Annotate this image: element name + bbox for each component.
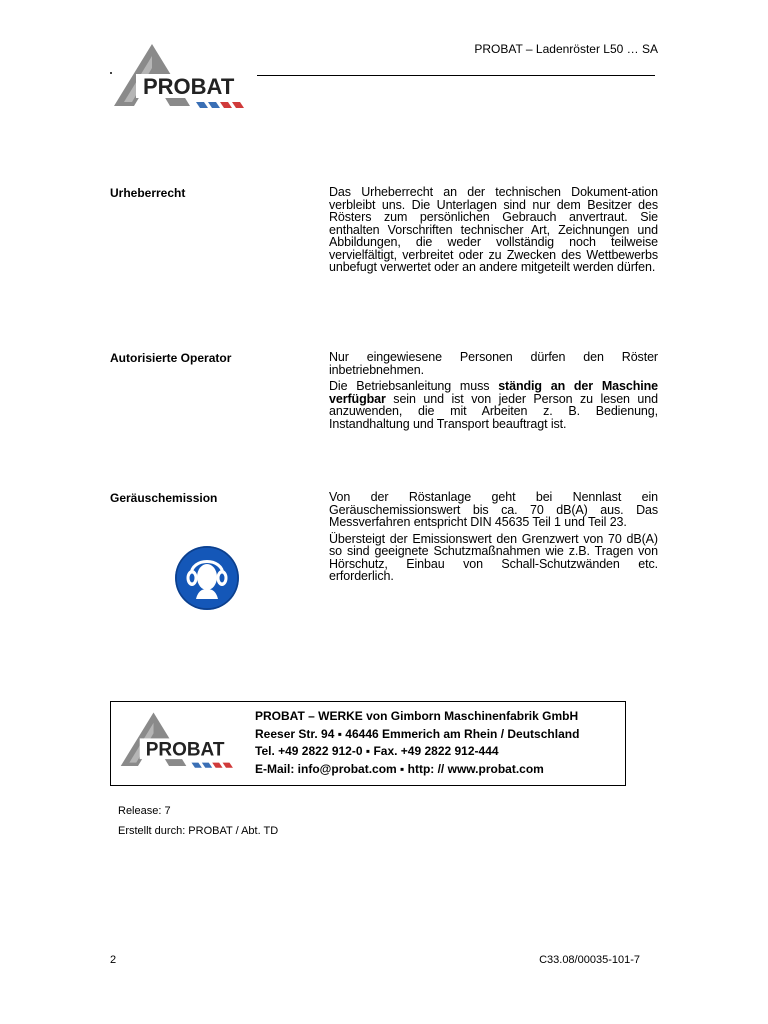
company-info-box (110, 701, 626, 786)
header-dot (110, 72, 112, 74)
section-body (329, 491, 658, 587)
company-phone: Tel. +49 2822 912-0 ▪ Fax. +49 2822 912-444 (255, 744, 499, 758)
section-body (329, 186, 658, 278)
header-rule (257, 75, 655, 76)
section-label: Urheberrecht (110, 186, 186, 200)
header-title: PROBAT – Ladenröster L50 … SA (474, 42, 658, 56)
paragraph: Übersteigt der Emissionswert den Grenzwert von 70 dB(A) so sind geeignete Schutzmaßnahmen wie z.B. Tragen von Hörschutz, Einbau von Schall-Schutzwänden etc. erforderlich. (329, 531, 658, 583)
company-street: Reeser Str. 94 ▪ 46446 Emmerich am Rhein / Deutschland (255, 726, 580, 741)
text-run: Die Betriebsanleitung muss (329, 379, 499, 393)
page-number: 2 (110, 954, 117, 966)
document-code: C33.08/00035-101-7 (539, 954, 640, 966)
bold-text: ständig an der Maschine verfügbar (329, 379, 658, 406)
paragraph: Nur eingewiesene Personen dürfen den Röster inbetriebnehmen. (329, 350, 658, 377)
company-address (255, 708, 579, 778)
release-info: Release: 7 (118, 805, 171, 817)
paragraph: Das Urheberrecht an der technischen Dokument-ation verbleibt uns. Die Unterlagen sind nur dem Besitzer des Rösters zum persönlichen Gebrauch anvertraut. Sie enthalten Vorschriften technischer Art, Zeichnungen und Abbildungen, die weder vollständig noch teilweise vervielfältigt, verbreitet oder zu Zwecken des Wettbewerbs unbefugt verwertet oder an andere mitgeteilt werden dürfen. (329, 185, 658, 274)
text-run: sein und ist von jeder Person zu lesen und anzuwenden, die mit Arbeiten z. B. Bedienung, Instandhaltung und Transport beauftragt ist. (329, 391, 658, 431)
paragraph: Von der Röstanlage geht bei Nennlast ein Geräuschemissionswert bis ca. 70 dB(A) aus. Das Messverfahren entspricht DIN 45635 Teil 1 und Teil 23. (329, 490, 658, 529)
probat-logo-text: PROBAT (143, 74, 235, 99)
section-label: Geräuschemission (110, 491, 218, 505)
probat-logo (119, 709, 245, 773)
ear-protection-icon (174, 545, 240, 611)
section-label: Autorisierte Operator (110, 351, 232, 365)
probat-logo-text: PROBAT (145, 739, 225, 761)
probat-logo (112, 42, 258, 112)
company-name: PROBAT – WERKE von Gimborn Maschinenfabrik GmbH (255, 709, 579, 723)
created-by: Erstellt durch: PROBAT / Abt. TD (118, 825, 279, 837)
section-body (329, 351, 658, 434)
paragraph (329, 380, 658, 430)
company-email: E-Mail: info@probat.com ▪ http: // www.probat.com (255, 761, 544, 776)
